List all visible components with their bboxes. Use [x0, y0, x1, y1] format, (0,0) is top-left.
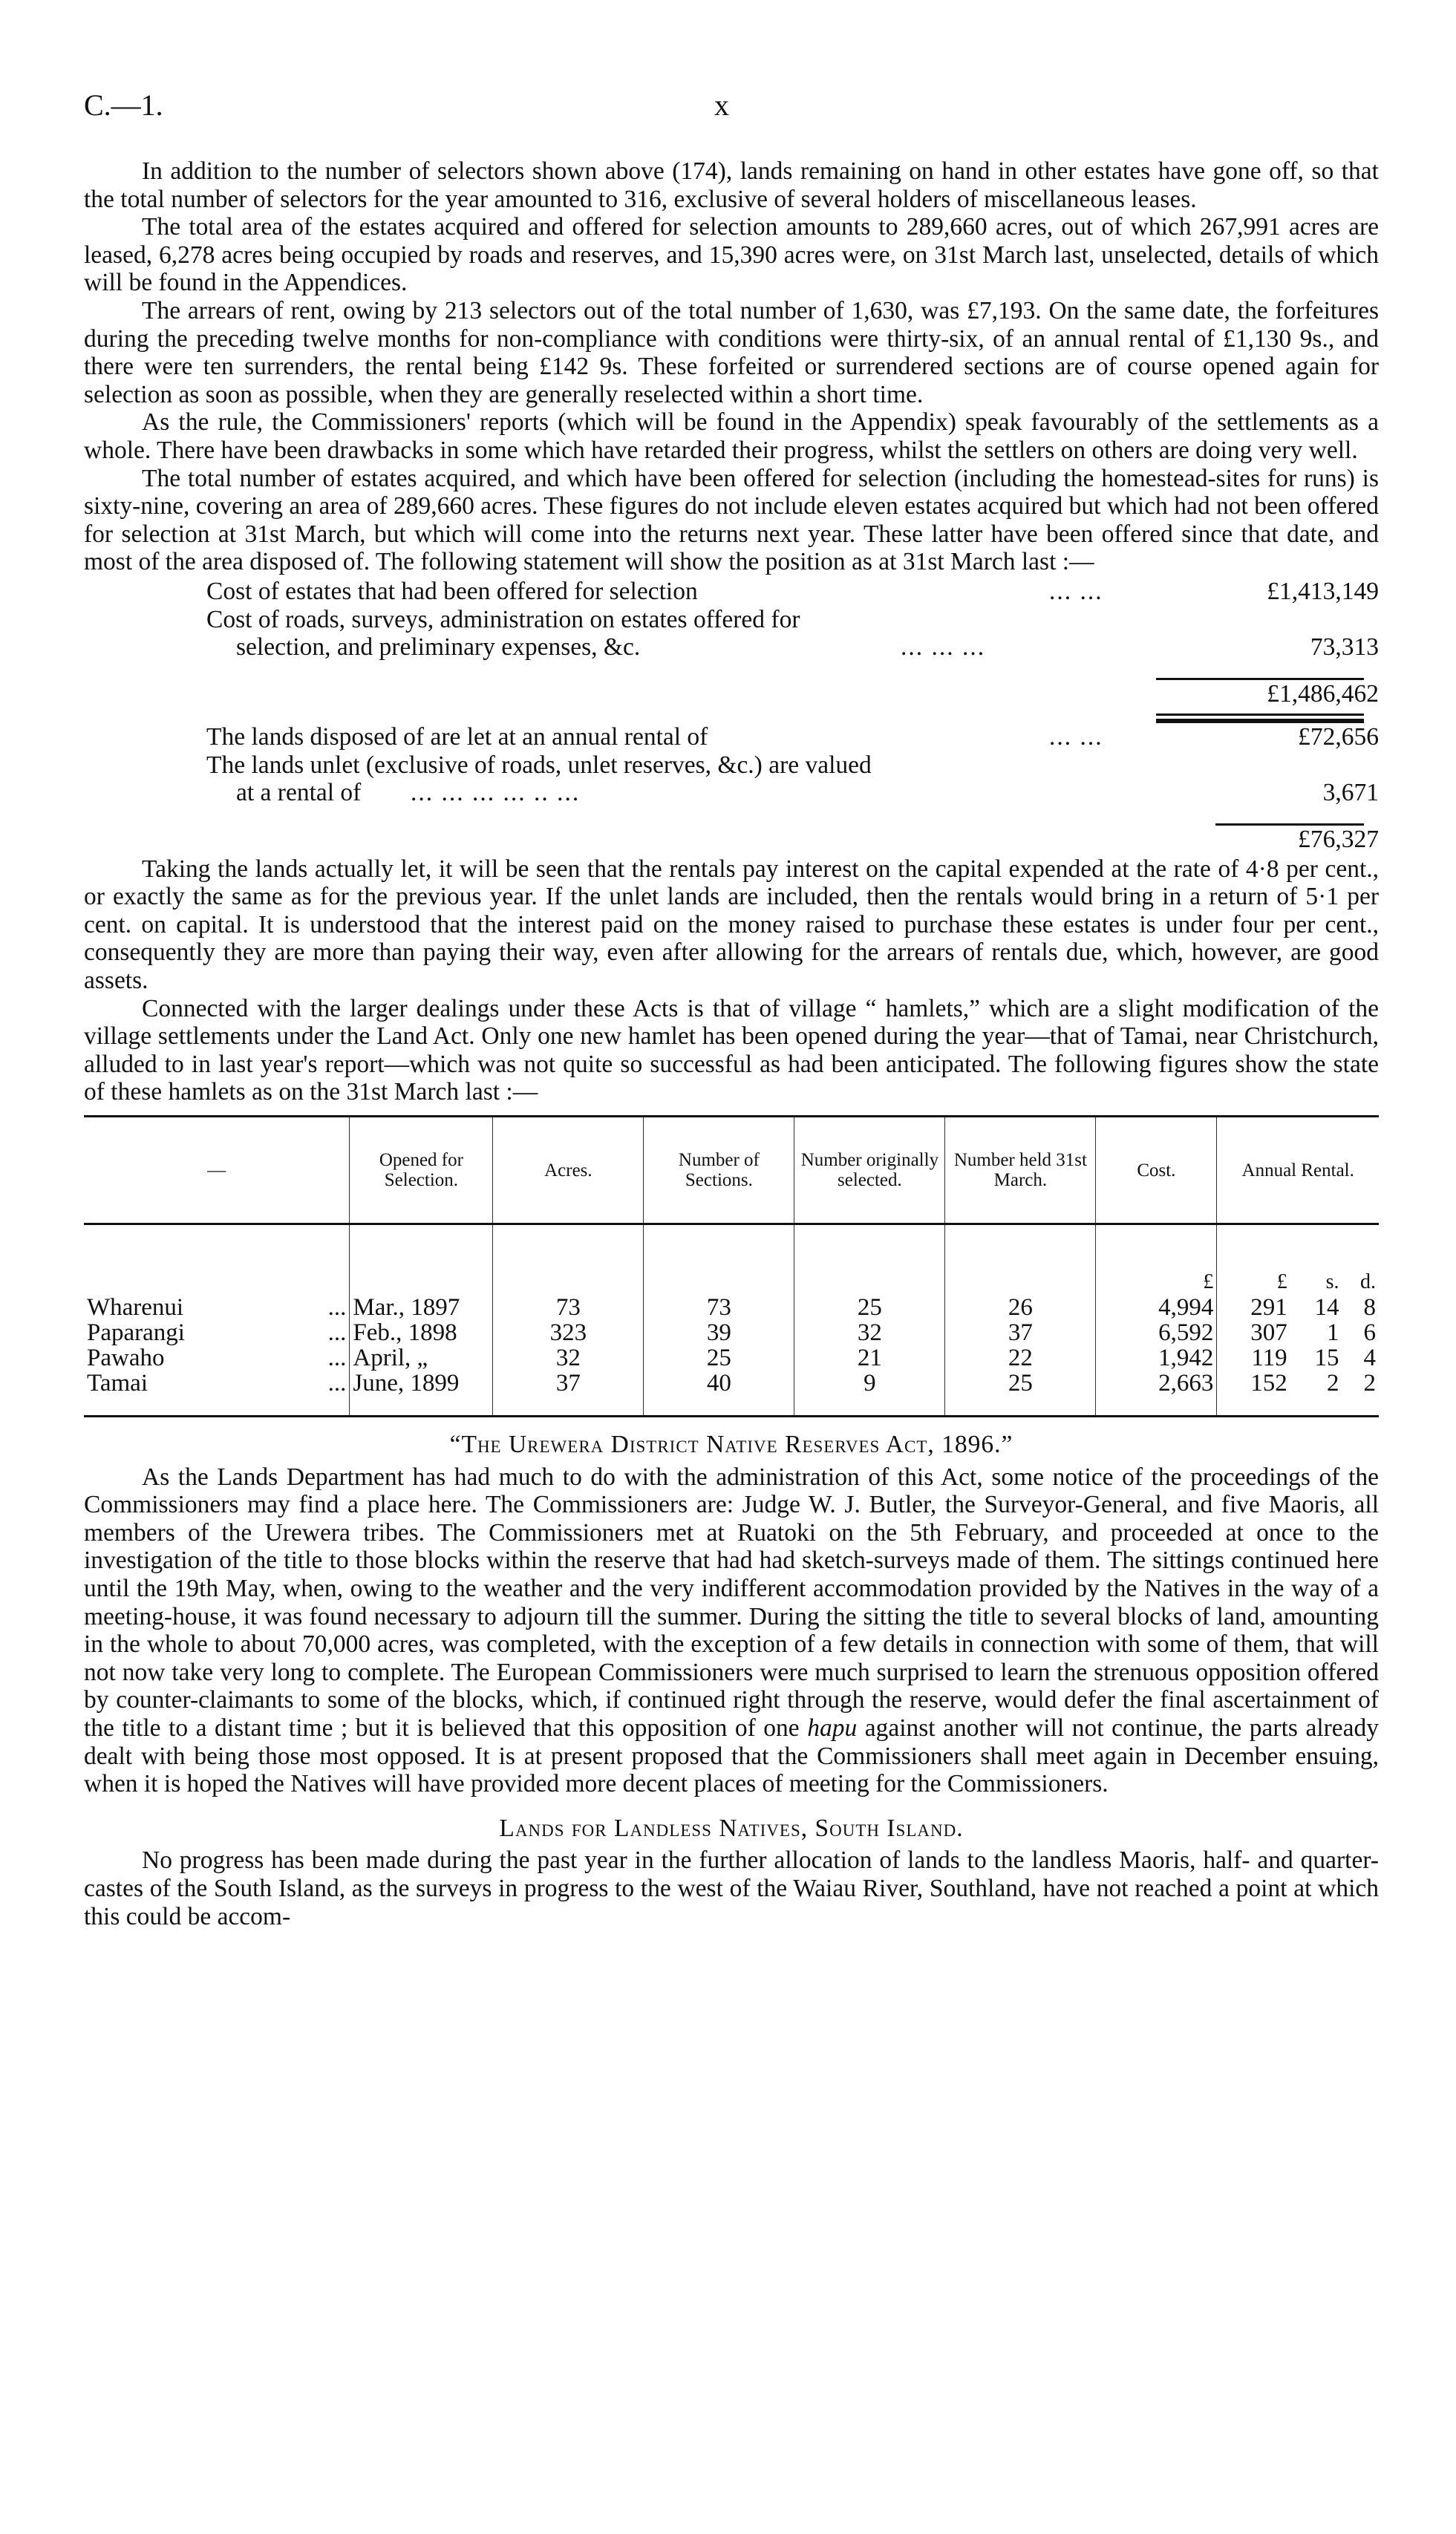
- cell: 2: [1290, 1371, 1342, 1417]
- page-body: [84, 157, 1379, 1930]
- column-header: Number held 31st March.: [945, 1117, 1096, 1224]
- column-header: —: [84, 1117, 350, 1224]
- cell: 323: [493, 1320, 644, 1345]
- paragraph: No progress has been made during the past year in the further allocation of lands to the landless Maoris, half- and quarter-castes of the South Island, as the surveys in progress to the west of the Waiau River, Southland, have not reached a point at which this could be accom-: [84, 1846, 1379, 1930]
- leader-dots: ... ...: [1049, 723, 1103, 751]
- cell: 22: [945, 1345, 1096, 1371]
- cell: 2: [1342, 1371, 1379, 1417]
- column-header: Annual Rental.: [1217, 1117, 1379, 1224]
- cell: 73: [493, 1295, 644, 1320]
- leader-dots: ...: [327, 1345, 347, 1371]
- cell: 4,994: [1096, 1295, 1217, 1320]
- statement-label: at a rental of: [236, 779, 362, 807]
- cell: 14: [1314, 1294, 1339, 1321]
- cell: 8: [1363, 1294, 1376, 1321]
- column-header: Opened for Selection.: [350, 1117, 493, 1224]
- cell: 291: [1217, 1295, 1290, 1320]
- cell: 152: [1217, 1371, 1290, 1417]
- paragraph: The total area of the estates acquired and offered for selection amounts to 289,660 acres, out of which 267,991 acres are leased, 6,278 acres being occupied by roads and reserves, and 15,390 acres were, on 31st March last, unselected, details of which will be found in the Appendices.: [84, 213, 1379, 297]
- cell: Mar., 1897: [350, 1295, 493, 1320]
- table-row: [84, 1295, 1379, 1320]
- statement-label: selection, and preliminary expenses, &c.: [236, 633, 641, 662]
- column-header: Cost.: [1096, 1117, 1217, 1224]
- cell: 37: [493, 1371, 644, 1417]
- statement-amount: 73,313: [1310, 633, 1379, 662]
- table-row: [84, 1320, 1379, 1345]
- financial-statement: [84, 578, 1379, 854]
- leader-dots: ...: [298, 1371, 350, 1417]
- cell: 37: [945, 1320, 1096, 1345]
- cell: 4: [1363, 1345, 1376, 1371]
- statement-amount: £1,486,462: [1267, 679, 1379, 708]
- column-header: Acres.: [493, 1117, 644, 1224]
- statement-label: Cost of roads, surveys, administration on estates offered for: [206, 605, 800, 633]
- double-rule: [1156, 713, 1364, 723]
- cell: 39: [644, 1320, 794, 1345]
- paragraph: The total number of estates acquired, and which have been offered for selection (including the homestead-sites for runs) is sixty-nine, covering an area of 289,660 acres. These figures do not include eleven estates acquired but which had not been offered for selection at 31st March, but which will come into the returns next year. These latter have been offered since that date, and most of the area disposed of. The following statement will show the position as at 31st March last :—: [84, 464, 1379, 576]
- cell: 1,942: [1096, 1345, 1217, 1371]
- table-header-row: [84, 1117, 1379, 1224]
- statement-label: The lands unlet (exclusive of roads, unlet reserves, &c.) are valued: [206, 751, 872, 779]
- statement-label: Cost of estates that had been offered for selection: [206, 577, 698, 605]
- paragraph: As the rule, the Commissioners' reports (which will be found in the Appendix) speak favourably of the settlements as a whole. There have been drawbacks in some which have retarded their progress, whilst the settlers on others are doing very well.: [84, 408, 1379, 464]
- leader-dots: ...: [327, 1319, 347, 1346]
- statement-total: [84, 826, 1379, 854]
- unit-label: s.: [1325, 1270, 1339, 1293]
- hamlet-name: Tamai: [84, 1371, 298, 1417]
- cell: 1: [1327, 1319, 1339, 1346]
- cell: 6,592: [1096, 1320, 1217, 1345]
- hamlets-table: [84, 1115, 1379, 1417]
- cell: 15: [1314, 1345, 1339, 1371]
- cell: 21: [794, 1345, 945, 1371]
- table-row: [84, 1371, 1379, 1417]
- cell: 26: [945, 1295, 1096, 1320]
- hamlet-name: Wharenui: [87, 1294, 184, 1321]
- text: against another will not continue, the parts already dealt with being those most opposed. It is at present proposed that the Commissioners shall meet again in December ensuing, when it is hoped the Natives will have provided more decent places of meeting for the Commissioners.: [84, 1714, 1380, 1798]
- unit-label: £: [1217, 1224, 1290, 1296]
- page-number: x: [714, 88, 729, 122]
- text: As the Lands Department has had much to do with the administration of this Act, some notice of the proceedings of the Commissioners may find a place here. The Commissioners are: Judge W. J. Butler, the Surveyor-General, and five Maoris, all members of the Urewera tribes. The Commissioners met at Ruatoki on the 5th February, and proceeded at once to the investigation of the title to those blocks within the reserve that had had sketch-surveys made of them. The sittings continued here until the 19th May, when, owing to the weather and the very indifferent accommodation provided by the Natives in the way of a meeting-house, it was found necessary to adjourn till the summer. During the sitting the title to several blocks of land, amounting in the whole to about 70,000 acres, was completed, with the exception of a few details in connection with some of them, that will not now take very long to complete. The European Commissioners were much surprised to learn the strenuous opposition offered by counter-claimants to some of the blocks, which, if continued right through the reserve, would defer the final ascertainment of the title to a distant time ; but it is believed that this opposition of one: [84, 1463, 1379, 1742]
- cell: 32: [493, 1345, 644, 1371]
- cell: 32: [794, 1320, 945, 1345]
- cell: April, „: [350, 1345, 493, 1371]
- paragraph: In addition to the number of selectors shown above (174), lands remaining on hand in other estates have gone off, so that the total number of selectors for the year amounted to 316, exclusive of several holders of miscellaneous leases.: [84, 157, 1379, 213]
- report-reference: C.—1.: [84, 88, 163, 122]
- cell: 6: [1363, 1319, 1376, 1346]
- statement-label: The lands disposed of are let at an annual rental of: [206, 723, 708, 751]
- hamlet-name: Pawaho: [87, 1345, 165, 1371]
- leader-dots: ... ... ...: [901, 633, 986, 662]
- cell: June, 1899: [350, 1371, 493, 1417]
- statement-amount: £72,656: [1298, 723, 1379, 751]
- statement-amount: £76,327: [1298, 826, 1379, 854]
- italic-term: hapu: [807, 1714, 858, 1742]
- paragraph: Connected with the larger dealings under these Acts is that of village “ hamlets,” which are a slight modification of the village settlements under the Land Act. Only one new hamlet has been opened during the year—that of Tamai, near Christchurch, alluded to in last year's report—which was not quite so successful as had been anticipated. The following figures show the state of these hamlets as on the 31st March last :—: [84, 994, 1379, 1106]
- cell: 2,663: [1096, 1371, 1217, 1417]
- cell: 25: [945, 1371, 1096, 1417]
- cell: 119: [1217, 1345, 1290, 1371]
- statement-row: [84, 723, 1379, 751]
- table-row: [84, 1345, 1379, 1371]
- cell: Feb., 1898: [350, 1320, 493, 1345]
- leader-dots: ... ...: [1049, 577, 1103, 605]
- hamlet-name: Paparangi: [87, 1319, 185, 1346]
- leader-dots: ... ... ... ... .. ...: [411, 779, 581, 807]
- paragraph: [84, 1463, 1379, 1798]
- cell: 307: [1217, 1320, 1290, 1345]
- statement-amount: £1,413,149: [1267, 577, 1379, 605]
- paragraph: The arrears of rent, owing by 213 selectors out of the total number of 1,630, was £7,193. On the same date, the forfeitures during the preceding twelve months for non-compliance with conditions were thirty-six, of an annual rental of £1,130 9s., and there were ten surrenders, the rental being £142 9s. These forfeited or surrendered sections are of course opened again for selection as soon as possible, when they are generally reselected within a short time.: [84, 296, 1379, 408]
- unit-label: £: [1096, 1224, 1217, 1296]
- unit-label: d.: [1360, 1270, 1376, 1293]
- units-row: [84, 1224, 1379, 1296]
- statement-row: [84, 751, 1379, 780]
- section-heading: Lands for Landless Natives, South Island.: [499, 1814, 964, 1842]
- column-header: Number of Sections.: [644, 1117, 794, 1224]
- cell: 25: [644, 1345, 794, 1371]
- statement-row: [84, 578, 1379, 606]
- column-header: Number originally selected.: [794, 1117, 945, 1224]
- statement-row: [84, 633, 1379, 662]
- statement-row: [84, 779, 1379, 807]
- leader-dots: ...: [327, 1294, 347, 1321]
- cell: 25: [794, 1295, 945, 1320]
- cell: 73: [644, 1295, 794, 1320]
- section-heading: “The Urewera District Native Reserves Act, 1896.”: [449, 1431, 1013, 1458]
- cell: 40: [644, 1371, 794, 1417]
- statement-row: [84, 606, 1379, 634]
- cell: 9: [794, 1371, 945, 1417]
- statement-total: [84, 680, 1379, 708]
- statement-amount: 3,671: [1322, 779, 1379, 807]
- paragraph: Taking the lands actually let, it will be seen that the rentals pay interest on the capital expended at the rate of 4·8 per cent., or exactly the same as for the previous year. If the unlet lands are included, then the rentals would bring in a return of 5·1 per cent. on capital. It is understood that the interest paid on the money raised to purchase these estates is under four per cent., consequently they are more than paying their way, even after allowing for the arrears of rentals due, which, however, are good assets.: [84, 855, 1379, 995]
